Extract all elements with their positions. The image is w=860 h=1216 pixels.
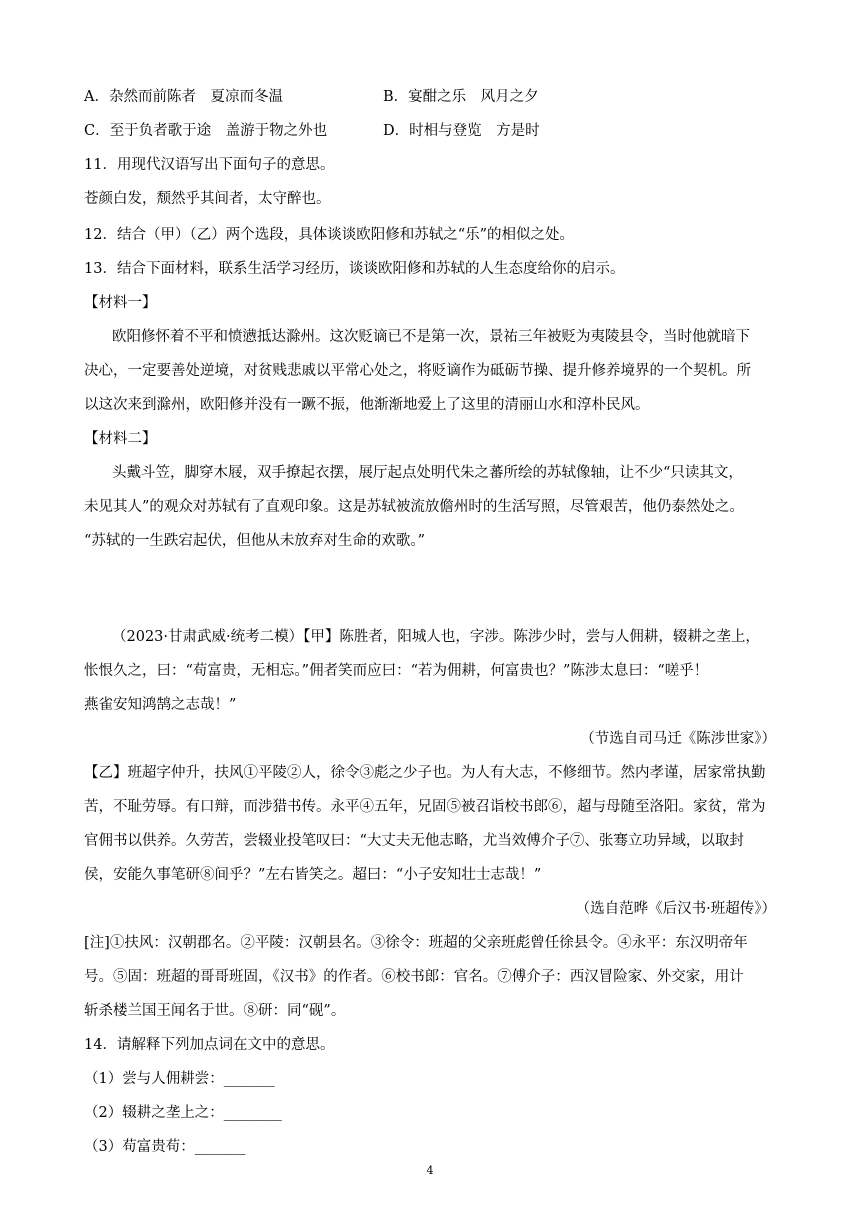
passage-yi-source: （选自范晔《后汉书·班超传》） <box>575 901 776 917</box>
passage-jia-line: 怅恨久之，曰：“苟富贵，无相忘。”佣者笑而应曰：“若为佣耕，何富贵也？”陈涉太息曰：“嗟乎！ <box>84 663 709 679</box>
notes-line: [注]①扶风：汉朝郡名。②平陵：汉朝县名。③徐令：班超的父亲班彪曾任徐县令。④永平：东汉明帝年 <box>84 935 748 951</box>
passage-jia-source: （节选自司马迁《陈涉世家》） <box>580 731 776 747</box>
option-c: C．至于负者歌于途 盖游于物之外也 <box>84 123 328 139</box>
question-12: 12．结合（甲）（乙）两个选段，具体谈谈欧阳修和苏轼之“乐”的相似之处。 <box>84 227 575 243</box>
question-14-item: （2）辍耕之垄上之：________ <box>84 1105 282 1121</box>
option-d: D．时相与登览 方是时 <box>383 123 540 139</box>
question-11: 11．用现代汉语写出下面句子的意思。 <box>84 157 335 173</box>
passage-jia-line: （2023·甘肃武威·统考二模）【甲】陈胜者，阳城人也，字涉。陈涉少时，尝与人佣耕，辍耕之垄上， <box>112 629 760 645</box>
passage-yi-line: 侯，安能久事笔研⑧间乎？”左右皆笑之。超曰：“小子安知壮士志哉！” <box>84 867 542 883</box>
material-1-line: 以这次来到滁州，欧阳修并没有一蹶不振，他渐渐地爱上了这里的清丽山水和淳朴民风。 <box>84 397 650 413</box>
page-number: 4 <box>426 1164 434 1177</box>
question-14-item: （1）尝与人佣耕尝：_______ <box>84 1071 275 1087</box>
question-14-item: （3）苟富贵苟：_______ <box>84 1139 246 1155</box>
material-2-line: 未见其人”的观众对苏轼有了直观印象。这是苏轼被流放儋州时的生活写照，尽管艰苦，他仍泰然处之。 <box>84 499 744 515</box>
passage-yi-line: 官佣书以供养。久劳苦，尝辍业投笔叹曰：“大丈夫无他志略，尤当效傅介子⑦、张骞立功异域，以取封 <box>84 833 744 849</box>
notes-line: 号。⑤固：班超的哥哥班固，《汉书》的作者。⑥校书郎：官名。⑦傅介子：西汉冒险家、外交家，用计 <box>84 969 744 985</box>
passage-yi-line: 苦，不耻劳辱。有口辩，而涉猎书传。永平④五年，兄固⑤被召诣校书郎⑥，超与母随至洛阳。家贫，常为 <box>84 799 766 815</box>
option-a: A．杂然而前陈者 夏凉而冬温 <box>84 89 283 105</box>
material-1-title: 【材料一】 <box>84 295 157 311</box>
option-b: B．宴酣之乐 风月之夕 <box>383 89 539 105</box>
material-1-line: 决心，一定要善处逆境，对贫贱悲戚以平常心处之，将贬谪作为砥砺节操、提升修养境界的一个契机。所 <box>84 363 751 379</box>
material-2-title: 【材料二】 <box>84 431 157 447</box>
material-2-line: 头戴斗笠，脚穿木屐，双手撩起衣摆，展厅起点处明代朱之蕃所绘的苏轼像轴，让不少“只读其文， <box>112 465 743 481</box>
passage-yi-line: 【乙】班超字仲升，扶风①平陵②人，徐令③彪之少子也。为人有大志，不修细节。然内孝谨，居家常执勤 <box>84 765 766 781</box>
material-1-line: 欧阳修怀着不平和愤懑抵达滁州。这次贬谪已不是第一次，景祐三年被贬为夷陵县令，当时他就暗下 <box>112 329 750 345</box>
passage-jia-line: 燕雀安知鸿鹄之志哉！” <box>84 697 237 713</box>
question-11-sentence: 苍颜白发，颓然乎其间者，太守醉也。 <box>84 191 331 207</box>
question-14: 14．请解释下列加点词在文中的意思。 <box>84 1037 335 1053</box>
question-13: 13．结合下面材料，联系生活学习经历，谈谈欧阳修和苏轼的人生态度给你的启示。 <box>84 261 625 277</box>
notes-line: 斩杀楼兰国王闻名于世。⑧研：同“砚”。 <box>84 1003 346 1019</box>
material-2-line: “苏轼的一生跌宕起伏，但他从未放弃对生命的欢歌。” <box>84 533 426 549</box>
